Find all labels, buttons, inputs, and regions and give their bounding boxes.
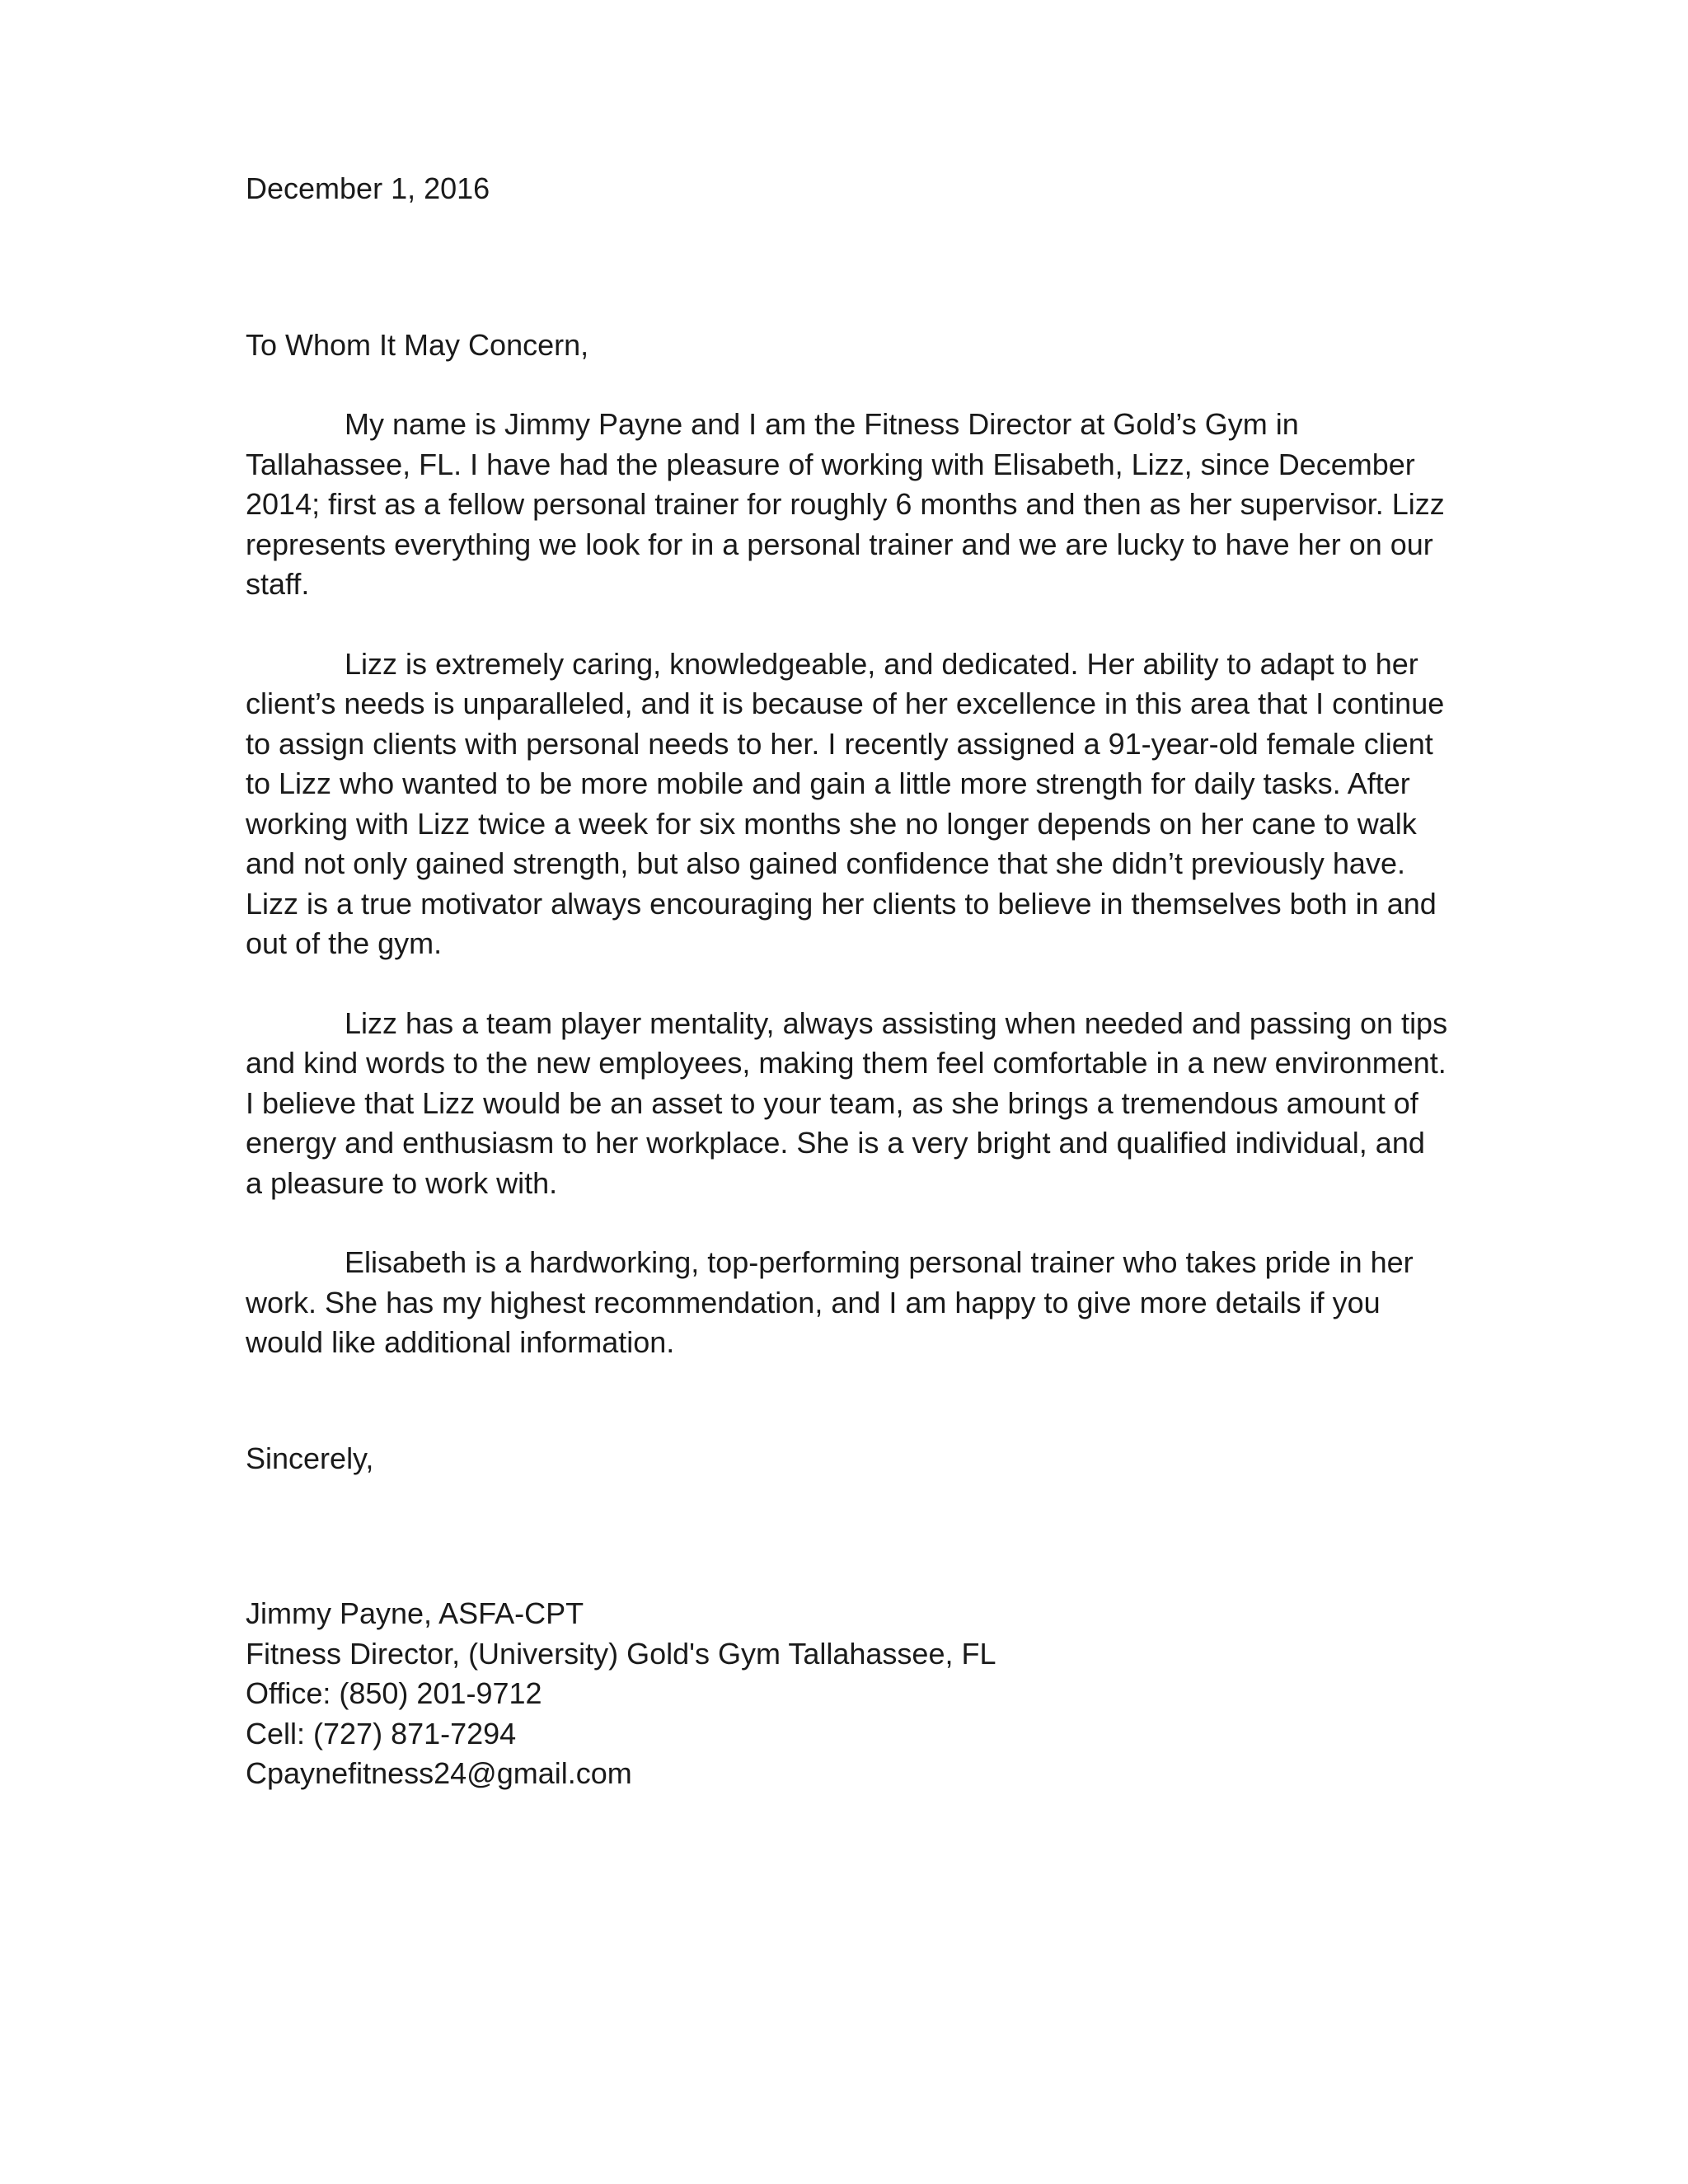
signature-name: Jimmy Payne, ASFA-CPT: [246, 1596, 584, 1630]
letter-body: [246, 169, 1449, 1794]
letter-salutation: To Whom It May Concern,: [246, 327, 589, 362]
signature-email: Cpaynefitness24@gmail.com: [246, 1756, 632, 1790]
letter-closing: Sincerely,: [246, 1441, 374, 1475]
signature-title: Fitness Director, (University) Gold's Gym Tallahassee, FL: [246, 1636, 996, 1671]
paragraph-qualities: Lizz is extremely caring, knowledgeable, and dedicated. Her ability to adapt to her client’s needs is unparalleled, and it is because of her excellence in this area that I continue to assign clients with personal needs to her. I recently assigned a 91-year-old female client to Lizz who wanted to be more mobile and gain a little more strength for daily tasks. After working with Lizz twice a week for six months she no longer depends on her cane to walk and not only gained strength, but also gained confidence that she didn’t previously have. Lizz is a true motivator always encouraging her clients to believe in themselves both in and out of the gym.: [246, 646, 1445, 960]
paragraph-teamwork: Lizz has a team player mentality, always assisting when needed and passing on tips and kind words to the new employees, making them feel comfortable in a new environment. I believe that Lizz would be an asset to your team, as she brings a tremendous amount of energy and enthusiasm to her workplace. She is a very bright and qualified individual, and a pleasure to work with.: [246, 1005, 1448, 1200]
paragraph-recommendation: Elisabeth is a hardworking, top-performing personal trainer who takes pride in her work. She has my highest recommendation, and I am happy to give more details if you would like additional information.: [246, 1245, 1414, 1359]
signature-office-phone: Office: (850) 201-9712: [246, 1676, 542, 1710]
signature-cell-phone: Cell: (727) 871-7294: [246, 1716, 517, 1750]
paragraph-introduction: My name is Jimmy Payne and I am the Fitness Director at Gold’s Gym in Tallahassee, FL. I have had the pleasure of working with Elisabeth, Lizz, since December 2014; first as a fellow personal trainer for roughly 6 months and then as her supervisor. Lizz represents everything we look for in a personal trainer and we are lucky to have her on our staff.: [246, 407, 1445, 601]
letter-date: December 1, 2016: [246, 171, 490, 205]
signature-block: [246, 1594, 1449, 1794]
